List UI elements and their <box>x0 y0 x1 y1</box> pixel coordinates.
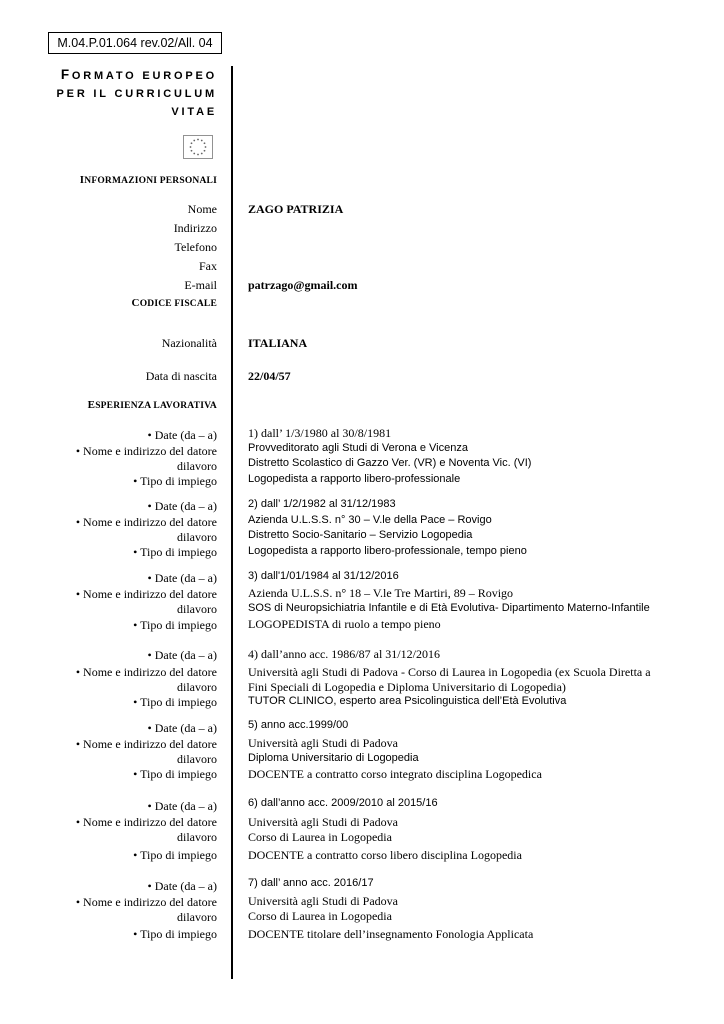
form-title <box>40 66 217 121</box>
job-employer-label: • Nome e indirizzo del datore dilavoro <box>75 737 217 766</box>
title-cap: F <box>60 67 72 82</box>
eu-star <box>201 140 203 142</box>
label-indirizzo: Indirizzo <box>173 221 217 235</box>
job-employer-value: Università agli Studi di Padova Corso di Laurea in Logopedia <box>248 894 398 923</box>
job-date-value: 2) dall’ 1/2/1982 al 31/12/1983 <box>248 498 396 510</box>
job-employer-value: Università agli Studi di Padova - Corso di Laurea in Logopedia (ex Scuola Diretta a Fini Speciali di Logopedia e Diploma Universitario di Logopedia) <box>248 665 651 694</box>
label-fax: Fax <box>199 259 217 273</box>
job-type-label: • Tipo di impiego <box>133 695 217 709</box>
job-type-value: Logopedista a rapporto libero-professionale, tempo pieno <box>248 545 527 557</box>
value-data-nascita: 22/04/57 <box>248 369 291 383</box>
job-employer-label: • Nome e indirizzo del datore dilavoro <box>75 895 217 924</box>
job-type-value: DOCENTE a contratto corso libero disciplina Logopedia <box>248 848 522 862</box>
job-type-value: LOGOPEDISTA di ruolo a tempo pieno <box>248 617 441 631</box>
job-employer-value: Provveditorato agli Studi di Verona e Vicenza Distretto Scolastico di Gazzo Ver. (VR) e Noventa Vic. (VI) <box>248 442 532 469</box>
document-code-box <box>48 32 222 54</box>
job-date-label: • Date (da – a) <box>147 499 217 513</box>
value-email: patrzago@gmail.com <box>248 278 358 292</box>
job-type-label: • Tipo di impiego <box>133 767 217 781</box>
job-type-label: • Tipo di impiego <box>133 848 217 862</box>
eu-star <box>193 153 195 155</box>
job-employer-label: • Nome e indirizzo del datore dilavoro <box>75 515 217 544</box>
label-telefono: Telefono <box>174 240 217 254</box>
label-email: E-mail <box>184 278 217 292</box>
title-line3: VITAE <box>171 106 217 118</box>
eu-star <box>204 150 206 152</box>
eu-star <box>191 142 193 144</box>
eu-star <box>204 142 206 144</box>
job-date-label: • Date (da – a) <box>147 879 217 893</box>
job-employer-label: • Nome e indirizzo del datore dilavoro <box>75 815 217 844</box>
job-date-label: • Date (da – a) <box>147 721 217 735</box>
value-nome: ZAGO PATRIZIA <box>248 202 344 216</box>
job-date-label: • Date (da – a) <box>147 799 217 813</box>
job-employer-label: • Nome e indirizzo del datore dilavoro <box>75 665 217 694</box>
section-header-work-experience: ESPERIENZA LAVORATIVA <box>87 399 217 411</box>
job-employer-value: Università agli Studi di Padova Diploma Universitario di Logopedia <box>248 736 419 764</box>
label-nome: Nome <box>187 202 217 216</box>
label-data-nascita: Data di nascita <box>145 369 217 383</box>
job-date-value: 3) dall'1/01/1984 al 31/12/2016 <box>248 570 399 582</box>
job-type-value: DOCENTE a contratto corso integrato disciplina Logopedica <box>248 767 542 781</box>
label-codice-fiscale: CODICE FISCALE <box>131 297 217 309</box>
eu-flag-icon <box>183 135 213 159</box>
job-employer-label: • Nome e indirizzo del datore dilavoro <box>75 587 217 616</box>
job-date-value: 4) dall’anno acc. 1986/87 al 31/12/2016 <box>248 647 440 661</box>
eu-star <box>205 146 207 148</box>
job-employer-value: Università agli Studi di Padova Corso di Laurea in Logopedia <box>248 815 398 844</box>
title-line2: PER IL CURRICULUM <box>56 88 217 100</box>
job-type-label: • Tipo di impiego <box>133 927 217 941</box>
eu-star <box>201 153 203 155</box>
job-employer-value: Azienda U.L.S.S. n° 30 – V.le della Pace – Rovigo Distretto Socio-Sanitario – Servizio Logopedia <box>248 514 492 541</box>
eu-star <box>193 140 195 142</box>
job-date-label: • Date (da – a) <box>147 571 217 585</box>
job-date-value: 1) dall’ 1/3/1980 al 30/8/1981 <box>248 426 392 440</box>
job-type-value: TUTOR CLINICO, esperto area Psicolinguistica dell’Età Evolutiva <box>248 695 567 707</box>
job-type-value: Logopedista a rapporto libero-professionale <box>248 473 461 485</box>
eu-star <box>197 139 199 141</box>
job-type-label: • Tipo di impiego <box>133 545 217 559</box>
title-line1: ORMATO EUROPEO <box>71 70 217 82</box>
job-date-value: 5) anno acc.1999/00 <box>248 719 349 731</box>
eu-star <box>190 146 192 148</box>
eu-star <box>197 154 199 156</box>
job-date-label: • Date (da – a) <box>147 428 217 442</box>
job-employer-value: Azienda U.L.S.S. n° 18 – V.le Tre Martiri, 89 – Rovigo SOS di Neuropsichiatria Infantile e di Età Evolutiva- Dipartimento Materno-Infantile <box>248 586 650 614</box>
vertical-divider <box>231 66 233 979</box>
job-type-value: DOCENTE titolare dell’insegnamento Fonologia Applicata <box>248 927 534 941</box>
label-nazionalita: Nazionalità <box>161 336 217 350</box>
job-type-label: • Tipo di impiego <box>133 474 217 488</box>
section-header-personal-info: INFORMAZIONI PERSONALI <box>79 174 217 186</box>
job-date-label: • Date (da – a) <box>147 648 217 662</box>
value-nazionalita: ITALIANA <box>248 336 308 350</box>
job-date-value: 7) dall’ anno acc. 2016/17 <box>248 877 374 889</box>
job-date-value: 6) dall’anno acc. 2009/2010 al 2015/16 <box>248 797 438 809</box>
job-type-label: • Tipo di impiego <box>133 618 217 632</box>
eu-star <box>191 150 193 152</box>
document-code: M.04.P.01.064 rev.02/All. 04 <box>57 36 213 50</box>
job-employer-label: • Nome e indirizzo del datore dilavoro <box>75 444 217 473</box>
